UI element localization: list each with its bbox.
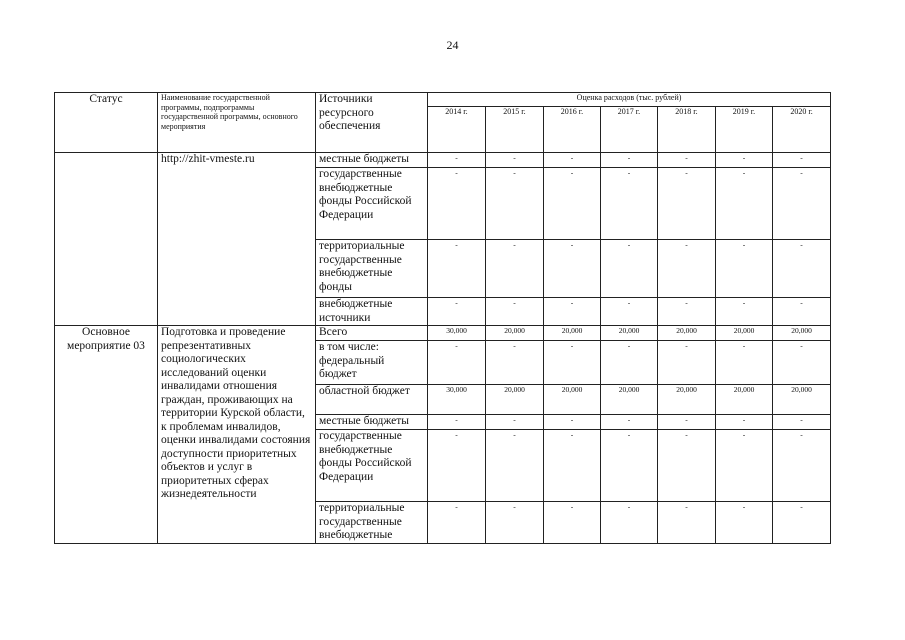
value-cell: 20,000 bbox=[486, 326, 544, 341]
block1-name: http://zhit-vmeste.ru bbox=[158, 153, 316, 326]
value-cell: - bbox=[658, 153, 716, 168]
value-cell: 20,000 bbox=[544, 385, 601, 415]
value-cell: - bbox=[601, 415, 658, 430]
value-cell: - bbox=[544, 153, 601, 168]
value-cell: - bbox=[658, 168, 716, 240]
source-label: областной бюджет bbox=[316, 385, 428, 415]
value-cell: - bbox=[544, 502, 601, 544]
value-cell: - bbox=[544, 298, 601, 326]
value-cell: - bbox=[601, 240, 658, 298]
value-cell: 30,000 bbox=[428, 385, 486, 415]
source-label: государственные внебюджетные фонды Российской Федерации bbox=[316, 168, 428, 240]
value-cell: - bbox=[716, 168, 773, 240]
value-cell: - bbox=[486, 298, 544, 326]
block2-name: Подготовка и проведение репрезентативных социологических исследований оценки инвалидами отношения граждан, проживающих на территории Курской области, к проблемам инвалидов, оценки инвалидами состояния доступности приоритетных объектов и услуг в приоритетных сферах жизнедеятельности bbox=[158, 326, 316, 544]
value-cell: - bbox=[716, 502, 773, 544]
value-cell: - bbox=[428, 168, 486, 240]
value-cell: - bbox=[601, 168, 658, 240]
value-cell: - bbox=[486, 430, 544, 502]
value-cell: - bbox=[773, 341, 831, 385]
value-cell: - bbox=[486, 341, 544, 385]
value-cell: - bbox=[716, 240, 773, 298]
header-year: 2018 г. bbox=[658, 107, 716, 153]
value-cell: - bbox=[428, 240, 486, 298]
value-cell: - bbox=[658, 240, 716, 298]
value-cell: - bbox=[544, 430, 601, 502]
value-cell: 20,000 bbox=[773, 326, 831, 341]
value-cell: - bbox=[716, 430, 773, 502]
header-estimate: Оценка расходов (тыс. рублей) bbox=[428, 93, 831, 107]
value-cell: 20,000 bbox=[658, 326, 716, 341]
page-number: 24 bbox=[446, 38, 459, 52]
value-cell: - bbox=[773, 240, 831, 298]
value-cell: - bbox=[716, 415, 773, 430]
value-cell: - bbox=[428, 298, 486, 326]
source-label: Всего bbox=[316, 326, 428, 341]
value-cell: - bbox=[716, 153, 773, 168]
value-cell: - bbox=[658, 415, 716, 430]
block1-status bbox=[55, 153, 158, 326]
value-cell: - bbox=[773, 415, 831, 430]
value-cell: - bbox=[428, 502, 486, 544]
source-label: в том числе: федеральный бюджет bbox=[316, 341, 428, 385]
value-cell: 20,000 bbox=[486, 385, 544, 415]
value-cell: - bbox=[658, 430, 716, 502]
value-cell: - bbox=[658, 502, 716, 544]
header-year: 2017 г. bbox=[601, 107, 658, 153]
header-name: Наименование государственной программы, подпрограммы государственной программы, основного мероприятия bbox=[158, 93, 316, 153]
value-cell: - bbox=[486, 168, 544, 240]
value-cell: 20,000 bbox=[658, 385, 716, 415]
header-year: 2016 г. bbox=[544, 107, 601, 153]
value-cell: - bbox=[486, 415, 544, 430]
value-cell: - bbox=[544, 240, 601, 298]
budget-table bbox=[54, 92, 831, 544]
value-cell: 20,000 bbox=[773, 385, 831, 415]
header-year: 2020 г. bbox=[773, 107, 831, 153]
value-cell: - bbox=[601, 298, 658, 326]
value-cell: - bbox=[601, 502, 658, 544]
value-cell: - bbox=[601, 153, 658, 168]
value-cell: - bbox=[773, 502, 831, 544]
value-cell: - bbox=[428, 415, 486, 430]
value-cell: 20,000 bbox=[716, 326, 773, 341]
value-cell: - bbox=[486, 240, 544, 298]
source-label: территориальные государственные внебюджетные фонды bbox=[316, 240, 428, 298]
value-cell: - bbox=[544, 341, 601, 385]
source-label: местные бюджеты bbox=[316, 415, 428, 430]
value-cell: 20,000 bbox=[601, 385, 658, 415]
value-cell: - bbox=[773, 298, 831, 326]
source-label: внебюджетные источники bbox=[316, 298, 428, 326]
value-cell: - bbox=[601, 430, 658, 502]
header-year: 2015 г. bbox=[486, 107, 544, 153]
value-cell: - bbox=[658, 341, 716, 385]
source-label: местные бюджеты bbox=[316, 153, 428, 168]
value-cell: - bbox=[486, 153, 544, 168]
header-status: Статус bbox=[55, 93, 158, 153]
value-cell: - bbox=[544, 415, 601, 430]
value-cell: - bbox=[658, 298, 716, 326]
value-cell: - bbox=[428, 341, 486, 385]
value-cell: 20,000 bbox=[716, 385, 773, 415]
value-cell: 20,000 bbox=[544, 326, 601, 341]
value-cell: - bbox=[773, 430, 831, 502]
value-cell: - bbox=[773, 168, 831, 240]
header-year: 2014 г. bbox=[428, 107, 486, 153]
source-label: территориальные государственные внебюджетные bbox=[316, 502, 428, 544]
value-cell: - bbox=[601, 341, 658, 385]
value-cell: - bbox=[773, 153, 831, 168]
value-cell: - bbox=[428, 430, 486, 502]
source-label: государственные внебюджетные фонды Российской Федерации bbox=[316, 430, 428, 502]
header-year: 2019 г. bbox=[716, 107, 773, 153]
header-sources: Источники ресурсного обеспечения bbox=[316, 93, 428, 153]
value-cell: - bbox=[544, 168, 601, 240]
value-cell: - bbox=[486, 502, 544, 544]
value-cell: 30,000 bbox=[428, 326, 486, 341]
value-cell: - bbox=[716, 341, 773, 385]
block2-status: Основное мероприятие 03 bbox=[55, 326, 158, 544]
value-cell: - bbox=[428, 153, 486, 168]
value-cell: 20,000 bbox=[601, 326, 658, 341]
value-cell: - bbox=[716, 298, 773, 326]
